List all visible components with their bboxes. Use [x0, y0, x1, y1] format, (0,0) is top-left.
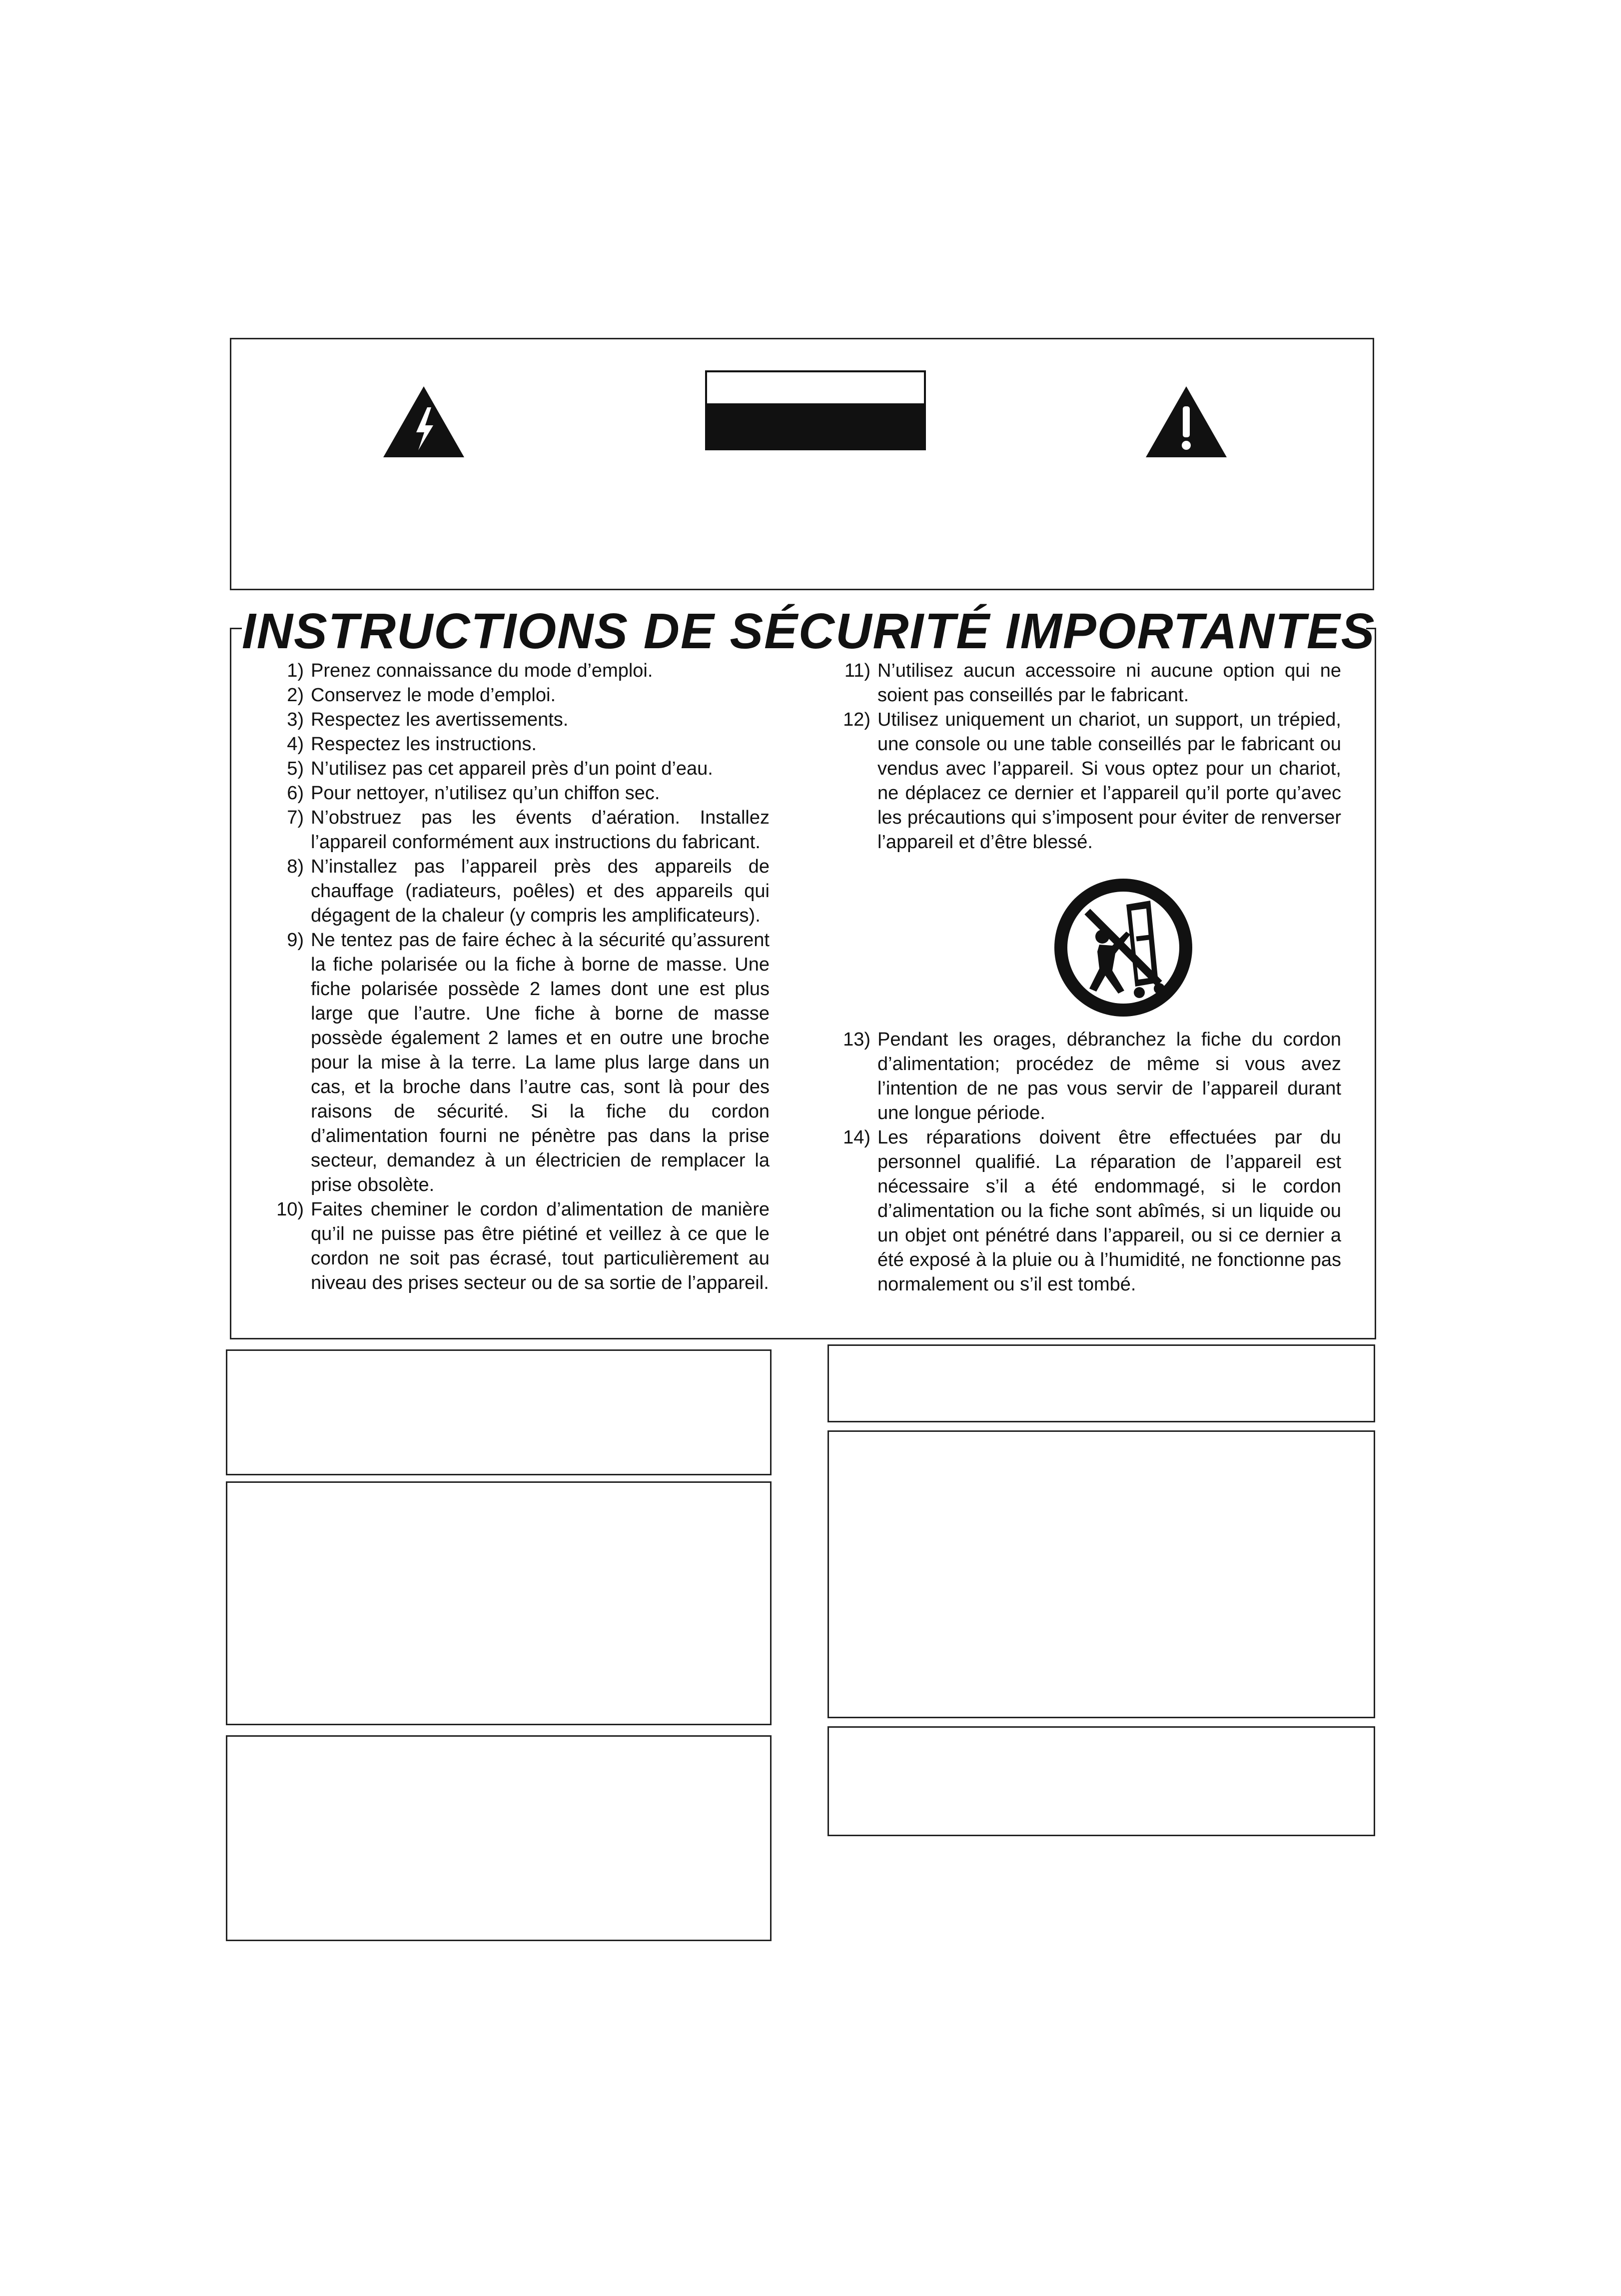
instruction-item [265, 732, 770, 757]
instruction-number: 5) [287, 758, 304, 779]
empty-notice-box-right-2 [827, 1430, 1375, 1718]
instruction-item [265, 659, 770, 683]
instruction-text: N’obstruez pas les évents d’aération. Installez l’appareil conformément aux instructions du fabricant. [311, 807, 770, 853]
instruction-number: 4) [287, 734, 304, 755]
instruction-number: 11) [844, 660, 870, 681]
instruction-item [265, 1197, 770, 1295]
instruction-text: N’utilisez pas cet appareil près d’un point d’eau. [311, 758, 713, 779]
instruction-number: 6) [287, 783, 304, 804]
instruction-number: 1) [287, 660, 304, 681]
instruction-text: Conservez le mode d’emploi. [311, 685, 556, 706]
instruction-item [265, 781, 770, 806]
empty-notice-box-left-3 [226, 1735, 772, 1941]
instruction-number: 9) [287, 930, 304, 951]
instruction-text: Ne tentez pas de faire échec à la sécurité qu’assurent la fiche polarisée ou la fiche à borne de masse. Une fiche polarisée possède 2 lames dont une est plus large que l’autre. Une fiche à borne de masse possède également 2 lames et en outre une broche pour la mise à la terre. La lame plus large dans un cas, et la broche dans l’autre cas, sont là pour des raisons de sécurité. Si la fiche du cordon d’alimentation fourni ne pénètre pas dans la prise secteur, demandez à un électricien de remplacer la prise obsolète. [311, 930, 770, 1195]
instruction-item [831, 659, 1341, 708]
instruction-number: 14) [843, 1127, 870, 1148]
empty-notice-box-right-1 [827, 1344, 1375, 1422]
instruction-text: N’installez pas l’appareil près des appareils de chauffage (radiateurs, poêles) et des appareils qui dégagent de la chaleur (y compris les amplificateurs). [311, 856, 770, 926]
instruction-item [265, 855, 770, 928]
instruction-text: Pour nettoyer, n’utilisez qu’un chiffon sec. [311, 783, 660, 804]
instruction-text: Pendant les orages, débranchez la fiche du cordon d’alimentation; procédez de même si vous avez l’intention de ne pas vous servir de l’appareil durant une longue période. [877, 1029, 1341, 1124]
lightning-warning-icon [381, 384, 466, 459]
cart-tip-over-icon [1051, 876, 1195, 1020]
instruction-number: 10) [276, 1199, 304, 1220]
warning-box [230, 338, 1374, 590]
instruction-item [831, 708, 1341, 855]
instruction-text: Utilisez uniquement un chariot, un support, un trépied, une console ou une table conseillés par le fabricant ou vendus avec l’appareil. Si vous optez pour un chariot, ne déplacez ce dernier et l’appareil qu’il porte qu’avec les précautions qui s’imposent pour éviter de renverser l’appareil et d’être blessé. [877, 709, 1341, 853]
instruction-item [265, 806, 770, 855]
exclamation-warning-icon [1144, 384, 1229, 459]
instruction-text: Prenez connaissance du mode d’emploi. [311, 660, 653, 681]
instruction-number: 7) [287, 807, 304, 828]
instruction-item [265, 683, 770, 708]
empty-notice-box-left-1 [226, 1349, 772, 1475]
instruction-number: 13) [843, 1029, 870, 1050]
instruction-text: Respectez les avertissements. [311, 709, 569, 730]
empty-notice-box-right-3 [827, 1726, 1375, 1836]
instructions-left-column [265, 659, 770, 1295]
instruction-text: Faites cheminer le cordon d’alimentation de manière qu’il ne puisse pas être piétiné et veillez à ce que le cordon ne soit pas écrasé, tout particulièrement au niveau des prises secteur ou de sa sortie de l’appareil. [311, 1199, 770, 1293]
page-title: INSTRUCTIONS DE SÉCURITÉ IMPORTANTES [242, 603, 1376, 659]
instruction-item [265, 757, 770, 781]
instruction-item [265, 928, 770, 1197]
caution-label-bar [707, 403, 924, 448]
instruction-number: 12) [843, 709, 870, 730]
instruction-item [265, 708, 770, 732]
empty-notice-box-left-2 [226, 1481, 772, 1725]
instruction-item [831, 1126, 1341, 1297]
instruction-text: Les réparations doivent être effectuées par du personnel qualifié. La réparation de l’appareil est nécessaire s’il a été endommagé, si le cordon d’alimentation ou la fiche sont abîmés, si un liquide ou un objet ont pénétré dans l’appareil, ou si ce dernier a été exposé à la pluie ou à l’humidité, ne fonctionne pas normalement ou s’il est tombé. [877, 1127, 1341, 1295]
instructions-right-column-bottom [831, 1028, 1341, 1297]
instruction-number: 2) [287, 685, 304, 706]
instruction-number: 3) [287, 709, 304, 730]
instruction-text: N’utilisez aucun accessoire ni aucune option qui ne soient pas conseillés par le fabricant. [877, 660, 1341, 706]
instruction-item [831, 1028, 1341, 1126]
instructions-right-column-top [831, 659, 1341, 855]
instruction-text: Respectez les instructions. [311, 734, 537, 755]
instruction-number: 8) [287, 856, 304, 877]
caution-label-icon [705, 370, 926, 450]
